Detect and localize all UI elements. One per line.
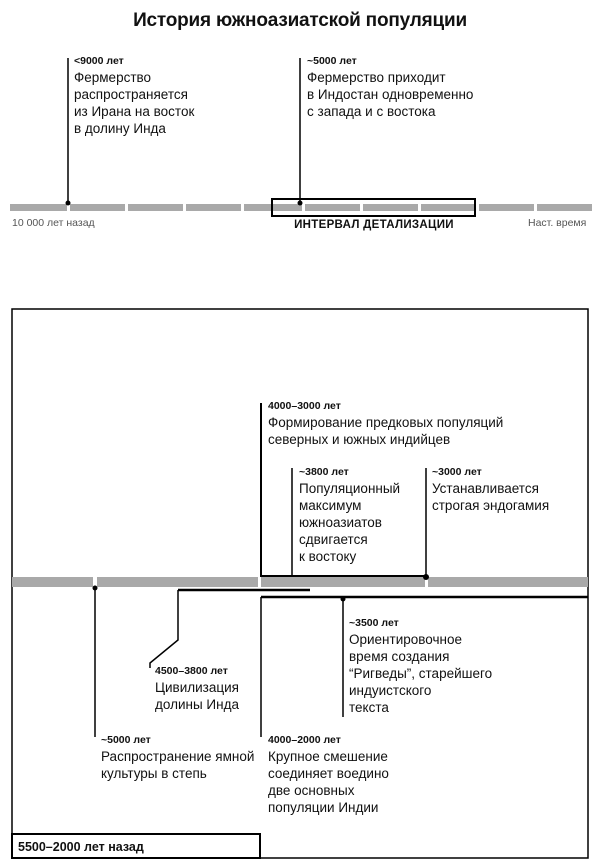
event-population-maximum	[299, 465, 400, 565]
event-text-line: южноазиатов	[299, 515, 382, 530]
event-indus-civilization	[155, 664, 239, 713]
event-date: ~3800 лет	[299, 466, 349, 478]
event-date: 4000–2000 лет	[268, 734, 341, 746]
event-text-line: в Индостан одновременно	[307, 87, 474, 102]
detail-axis	[12, 577, 588, 587]
axis-start-label: 10 000 лет назад	[12, 217, 95, 229]
event-text-line: строгая эндогамия	[432, 498, 550, 513]
axis-segment	[428, 577, 588, 587]
diagram-title: История южноазиатской популяции	[133, 10, 467, 31]
event-text-line: текста	[349, 700, 389, 715]
event-text-line: две основных	[268, 783, 355, 798]
axis-segment	[305, 204, 360, 211]
event-text-line: Формирование предковых популяций	[268, 415, 504, 430]
event-text-line: максимум	[299, 498, 362, 513]
event-text-line: культуры в степь	[101, 766, 207, 781]
event-marker-dot	[66, 201, 71, 206]
interval-label: ИНТЕРВАЛ ДЕТАЛИЗАЦИИ	[294, 219, 454, 231]
event-text-line: Популяционный	[299, 481, 401, 496]
event-text-line: соединяет воедино	[268, 766, 389, 781]
axis-segment	[537, 204, 592, 211]
event-text-line: популяции Индии	[268, 800, 379, 815]
event-text-line: индуистского	[349, 683, 432, 698]
event-date: <9000 лет	[74, 55, 124, 67]
event-text-line: Ориентировочное	[349, 632, 462, 647]
event-farming-iran	[74, 54, 194, 137]
event-text-line: Устанавливается	[432, 481, 539, 496]
event-date: ~3500 лет	[349, 617, 399, 629]
event-marker-dot	[341, 597, 346, 602]
event-text-line: “Ригведы”, старейшего	[349, 666, 493, 681]
axis-segment	[12, 577, 93, 587]
event-date: 4000–3000 лет	[268, 400, 341, 412]
event-text-line: сдвигается	[299, 532, 368, 547]
event-text-line: распространяется	[74, 87, 188, 102]
event-date: ~3000 лет	[432, 466, 482, 478]
event-text-line: Фермерство приходит	[307, 70, 446, 85]
event-endogamy	[432, 465, 549, 514]
event-farming-hindustan	[307, 54, 473, 120]
axis-segment	[186, 204, 241, 211]
event-text-line: Фермерство	[74, 70, 152, 85]
event-yamnaya	[101, 733, 254, 782]
event-ancestral-populations	[268, 399, 503, 448]
event-text-line: Распространение ямной	[101, 749, 255, 764]
event-text-line: в долину Инда	[74, 121, 166, 136]
event-text-line: к востоку	[299, 549, 357, 564]
event-text-line: Цивилизация	[155, 680, 239, 695]
event-marker-dot	[423, 574, 429, 580]
axis-end-label: Наст. время	[528, 217, 587, 229]
axis-segment	[421, 204, 476, 211]
axis-segment	[70, 204, 125, 211]
event-text-line: из Ирана на восток	[74, 104, 195, 119]
event-admixture	[268, 733, 389, 816]
event-date: ~5000 лет	[101, 734, 151, 746]
detail-range-label: 5500–2000 лет назад	[18, 840, 144, 854]
axis-segment	[272, 204, 302, 211]
axis-segment	[261, 577, 425, 587]
event-date: ~5000 лет	[307, 55, 357, 67]
leader-4500-3800	[150, 590, 178, 668]
event-rigveda	[349, 616, 492, 716]
axis-segment	[363, 204, 418, 211]
axis-segment	[128, 204, 183, 211]
event-date: 4500–3800 лет	[155, 665, 228, 677]
event-text-line: время создания	[349, 649, 450, 664]
event-text-line: с запада и с востока	[307, 104, 436, 119]
event-text-line: долины Инда	[155, 697, 239, 712]
axis-segment	[10, 204, 67, 211]
event-marker-dot	[298, 201, 303, 206]
event-text-line: Крупное смешение	[268, 749, 388, 764]
axis-segment	[244, 204, 272, 211]
event-text-line: северных и южных индийцев	[268, 432, 451, 447]
axis-segment	[97, 577, 258, 587]
axis-segment	[479, 204, 534, 211]
event-marker-dot	[93, 586, 98, 591]
